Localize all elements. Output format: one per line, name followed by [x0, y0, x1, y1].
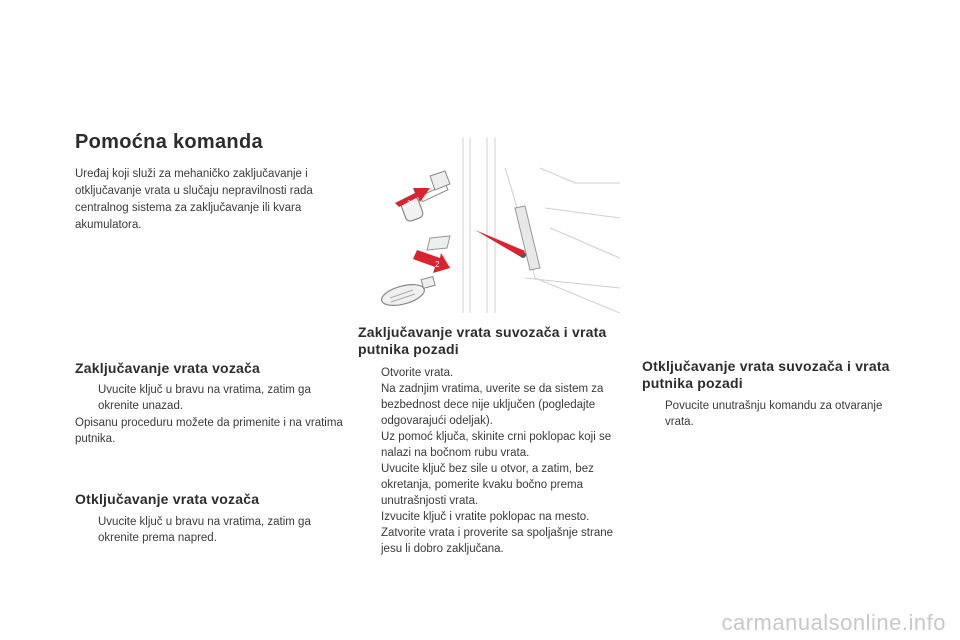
lock-driver-note: Opisanu proceduru možete da primenite i na vratima putnika.	[75, 417, 343, 445]
callout-1: 1	[407, 199, 412, 208]
key-door-lock-illustration	[375, 138, 620, 313]
intro-paragraph: Uređaj koji služi za mehaničko zaključavanje i otključavanje vrata u slučaju nepravilnosti rada centralnog sistema za zaključavanje ili kvara akumulatora.	[75, 168, 313, 231]
watermark: carmanualsonline.info	[721, 610, 946, 635]
list-item: Otvorite vrata.	[381, 367, 454, 379]
section-heading-lock-passenger: Zaključavanje vrata suvozača i vrata putnika pozadi	[358, 324, 607, 357]
callout-2: 2	[435, 260, 440, 269]
section-heading-unlock-passenger: Otključavanje vrata suvozača i vrata putnika pozadi	[642, 358, 890, 391]
list-item: Uz pomoć ključa, skinite crni poklopac koji se nalazi na bočnom rubu vrata.	[381, 431, 612, 459]
list-item: Povucite unutrašnju komandu za otvaranje vrata.	[665, 400, 883, 428]
section-heading-lock-driver: Zaključavanje vrata vozača	[75, 360, 260, 376]
list-item: Uvucite ključ bez sile u otvor, a zatim, bez okretanja, pomerite kvaku bočno prema unutrašnjosti vrata.	[381, 463, 594, 507]
unlock-driver-list	[75, 514, 345, 546]
lock-driver-list	[75, 382, 345, 414]
list-item: Izvucite ključ i vratite poklopac na mesto.	[381, 511, 590, 523]
list-item: Na zadnjim vratima, uverite se da sistem za bezbednost dece nije uključen (pogledajte odgovarajući odeljak).	[381, 383, 604, 427]
section-heading-unlock-driver: Otključavanje vrata vozača	[75, 491, 260, 507]
list-item: Zatvorite vrata i proverite sa spoljašnje strane jesu li dobro zaključana.	[381, 527, 614, 555]
unlock-passenger-list	[642, 398, 907, 430]
list-item: Uvucite ključ u bravu na vratima, zatim ga okrenite prema napred.	[98, 516, 311, 544]
lock-passenger-list	[358, 365, 621, 557]
list-item: Uvucite ključ u bravu na vratima, zatim ga okrenite unazad.	[98, 384, 311, 412]
key-lower	[379, 277, 435, 310]
key-upper	[400, 171, 450, 222]
page-title: Pomoćna komanda	[75, 131, 263, 153]
